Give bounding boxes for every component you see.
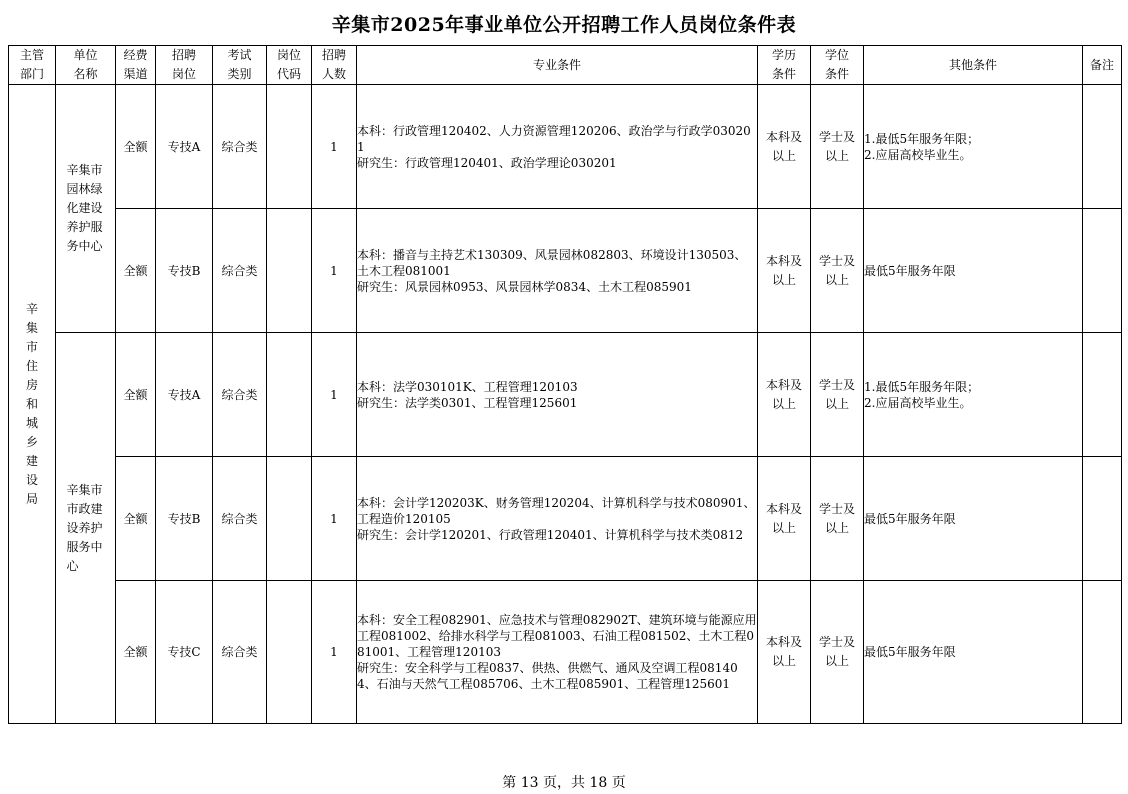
num-cell: 1 — [312, 85, 357, 209]
recruitment-table — [8, 45, 1122, 724]
degree-cell: 学士及以上 — [811, 209, 864, 333]
code-cell — [267, 581, 312, 724]
header-fund: 经费渠道 — [116, 46, 156, 85]
major-cell: 本科：会计学120203K、财务管理120204、计算机科学与技术080901、工程造价120105 研究生：会计学120201、行政管理120401、计算机科学与技术类0812 — [357, 457, 758, 581]
major-cell: 本科：安全工程082901、应急技术与管理082902T、建筑环境与能源应用工程081002、给排水科学与工程081003、石油工程081502、土木工程081001、工程管理120103 研究生：安全科学与工程0837、供热、供燃气、通风及空调工程081404、石油与天然气工程085706、土木工程085901、工程管理125601 — [357, 581, 758, 724]
code-cell — [267, 209, 312, 333]
page-title: 辛集市2025年事业单位公开招聘工作人员岗位条件表 — [331, 14, 797, 36]
unit-cell: 辛集市园林绿化建设养护服务中心 — [56, 85, 116, 333]
num-cell: 1 — [312, 457, 357, 581]
header-edu: 学历条件 — [758, 46, 811, 85]
header-exam: 考试类别 — [213, 46, 267, 85]
other-cell: 最低5年服务年限 — [864, 457, 1083, 581]
note-cell — [1083, 581, 1122, 724]
page-number: 第 13 页，共 18 页 — [502, 775, 626, 791]
num-cell: 1 — [312, 209, 357, 333]
fund-cell: 全额 — [116, 85, 156, 209]
exam-cell: 综合类 — [213, 85, 267, 209]
major-cell: 本科：法学030101K、工程管理120103 研究生：法学类0301、工程管理125601 — [357, 333, 758, 457]
other-cell: 1.最低5年服务年限； 2.应届高校毕业生。 — [864, 333, 1083, 457]
post-cell: 专技A — [156, 85, 213, 209]
header-row — [9, 46, 1122, 85]
edu-cell: 本科及以上 — [758, 333, 811, 457]
num-cell: 1 — [312, 581, 357, 724]
degree-cell: 学士及以上 — [811, 333, 864, 457]
unit-cell: 辛集市市政建设养护服务中心 — [56, 333, 116, 724]
header-unit: 单位名称 — [56, 46, 116, 85]
post-cell: 专技A — [156, 333, 213, 457]
note-cell — [1083, 209, 1122, 333]
header-num: 招聘人数 — [312, 46, 357, 85]
other-cell: 1.最低5年服务年限； 2.应届高校毕业生。 — [864, 85, 1083, 209]
code-cell — [267, 457, 312, 581]
header-degree: 学位条件 — [811, 46, 864, 85]
fund-cell: 全额 — [116, 581, 156, 724]
code-cell — [267, 85, 312, 209]
edu-cell: 本科及以上 — [758, 581, 811, 724]
exam-cell: 综合类 — [213, 581, 267, 724]
num-cell: 1 — [312, 333, 357, 457]
exam-cell: 综合类 — [213, 209, 267, 333]
exam-cell: 综合类 — [213, 457, 267, 581]
fund-cell: 全额 — [116, 209, 156, 333]
major-cell: 本科：行政管理120402、人力资源管理120206、政治学与行政学030201 研究生：行政管理120401、政治学理论030201 — [357, 85, 758, 209]
degree-cell: 学士及以上 — [811, 581, 864, 724]
edu-cell: 本科及以上 — [758, 85, 811, 209]
post-cell: 专技C — [156, 581, 213, 724]
other-cell: 最低5年服务年限 — [864, 209, 1083, 333]
table-row — [9, 333, 1122, 457]
fund-cell: 全额 — [116, 457, 156, 581]
table-row — [9, 581, 1122, 724]
header-note: 备注 — [1083, 46, 1122, 85]
exam-cell: 综合类 — [213, 333, 267, 457]
degree-cell: 学士及以上 — [811, 457, 864, 581]
post-cell: 专技B — [156, 457, 213, 581]
note-cell — [1083, 85, 1122, 209]
post-cell: 专技B — [156, 209, 213, 333]
fund-cell: 全额 — [116, 333, 156, 457]
table-row — [9, 85, 1122, 209]
header-code: 岗位代码 — [267, 46, 312, 85]
table-row — [9, 457, 1122, 581]
edu-cell: 本科及以上 — [758, 209, 811, 333]
major-cell: 本科：播音与主持艺术130309、风景园林082803、环境设计130503、土木工程081001 研究生：风景园林0953、风景园林学0834、土木工程085901 — [357, 209, 758, 333]
table-row — [9, 209, 1122, 333]
header-other: 其他条件 — [864, 46, 1083, 85]
other-cell: 最低5年服务年限 — [864, 581, 1083, 724]
code-cell — [267, 333, 312, 457]
header-dept: 主管部门 — [9, 46, 56, 85]
dept-cell: 辛集市住房和城乡建设局 — [9, 85, 56, 724]
header-major: 专业条件 — [357, 46, 758, 85]
note-cell — [1083, 333, 1122, 457]
note-cell — [1083, 457, 1122, 581]
edu-cell: 本科及以上 — [758, 457, 811, 581]
degree-cell: 学士及以上 — [811, 85, 864, 209]
header-post: 招聘岗位 — [156, 46, 213, 85]
